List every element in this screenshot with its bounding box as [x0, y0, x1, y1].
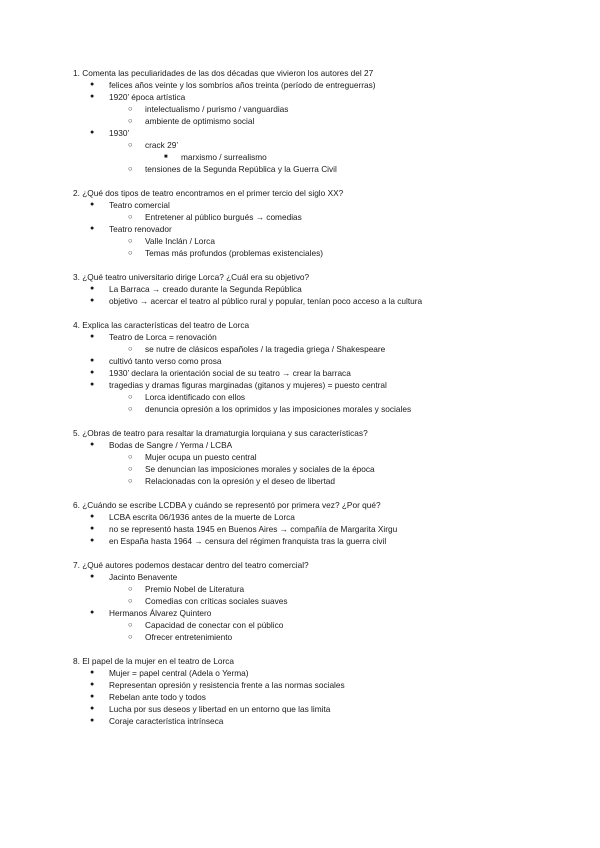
bullet-circle-icon: ○	[128, 140, 133, 149]
list-item: ○ crack 29’	[128, 140, 179, 150]
list-item: ○ Valle Inclán / Lorca	[128, 236, 215, 246]
bullet-circle-icon: ○	[128, 632, 133, 641]
bullet-disc-icon: ●	[90, 81, 95, 88]
bullet-disc-icon: ●	[90, 93, 95, 100]
bullet-disc-icon: ●	[90, 357, 95, 364]
bullet-disc-icon: ●	[90, 525, 95, 532]
bullet-circle-icon: ○	[128, 344, 133, 353]
list-item: ○ intelectualismo / purismo / vanguardias	[128, 104, 289, 114]
list-item: ○ Lorca identificado con ellos	[128, 392, 246, 402]
section-1	[73, 67, 583, 175]
list-item: ○ Comedias con críticas sociales suaves	[128, 596, 288, 606]
list-item: ● Rebelan ante todo y todos	[90, 692, 206, 702]
bullet-circle-icon: ○	[128, 104, 133, 113]
bullet-disc-icon: ●	[90, 285, 95, 292]
bullet-circle-icon: ○	[128, 392, 133, 401]
list-item: ● felices años veinte y los sombríos años treinta (período de entreguerras)	[90, 80, 376, 90]
bullet-disc-icon: ●	[90, 693, 95, 700]
list-item: ○ Entretener al público burgués → comedias	[128, 212, 302, 222]
question-heading: 3. ¿Qué teatro universitario dirige Lorca? ¿Cuál era su objetivo?	[73, 272, 310, 282]
bullet-disc-icon: ●	[90, 513, 95, 520]
bullet-disc-icon: ●	[90, 537, 95, 544]
bullet-disc-icon: ●	[90, 297, 95, 304]
bullet-circle-icon: ○	[128, 476, 133, 485]
list-item: ● Bodas de Sangre / Yerma / LCBA	[90, 440, 233, 450]
list-item: ○ Premio Nobel de Literatura	[128, 584, 245, 594]
list-item: ○ Mujer ocupa un puesto central	[128, 452, 257, 462]
bullet-circle-icon: ○	[128, 620, 133, 629]
bullet-circle-icon: ○	[128, 584, 133, 593]
question-heading: 5. ¿Obras de teatro para resaltar la dramaturgia lorquiana y sus características?	[73, 428, 368, 438]
document-body	[73, 67, 583, 739]
question-heading: 2. ¿Qué dos tipos de teatro encontramos en el primer tercio del siglo XX?	[73, 188, 344, 198]
bullet-circle-icon: ○	[128, 464, 133, 473]
list-item: ● objetivo → acercar el teatro al público rural y popular, tenían poco acceso a la cultura	[90, 296, 423, 306]
bullet-square-icon: ■	[164, 154, 168, 160]
section-5	[73, 427, 583, 487]
list-item: ● Teatro renovador	[90, 224, 172, 234]
bullet-circle-icon: ○	[128, 404, 133, 413]
list-item: ● Teatro de Lorca = renovación	[90, 332, 217, 342]
bullet-disc-icon: ●	[90, 609, 95, 616]
list-item: ● 1930’	[90, 128, 130, 138]
bullet-disc-icon: ●	[90, 705, 95, 712]
list-item: ● cultivó tanto verso como prosa	[90, 356, 222, 366]
bullet-disc-icon: ●	[90, 201, 95, 208]
bullet-circle-icon: ○	[128, 116, 133, 125]
list-item: ● Teatro comercial	[90, 200, 170, 210]
question-heading: 1. Comenta las peculiaridades de las dos décadas que vivieron los autores del 27	[73, 68, 374, 78]
bullet-disc-icon: ●	[90, 669, 95, 676]
list-item: ● La Barraca → creado durante la Segunda República	[90, 284, 302, 294]
bullet-circle-icon: ○	[128, 452, 133, 461]
bullet-circle-icon: ○	[128, 248, 133, 257]
section-8	[73, 655, 583, 727]
bullet-circle-icon: ○	[128, 212, 133, 221]
section-4	[73, 319, 583, 415]
bullet-disc-icon: ●	[90, 573, 95, 580]
list-item: ● 1920’ época artística	[90, 92, 186, 102]
bullet-disc-icon: ●	[90, 129, 95, 136]
list-item: ● Representan opresión y resistencia frente a las normas sociales	[90, 680, 345, 690]
bullet-disc-icon: ●	[90, 717, 95, 724]
list-item: ● Mujer = papel central (Adela o Yerma)	[90, 668, 249, 678]
list-item: ● Coraje característica intrínseca	[90, 716, 224, 726]
question-heading: 8. El papel de la mujer en el teatro de Lorca	[73, 656, 234, 666]
list-item: ○ denuncia opresión a los oprimidos y las imposiciones morales y sociales	[128, 404, 412, 414]
bullet-disc-icon: ●	[90, 333, 95, 340]
bullet-disc-icon: ●	[90, 681, 95, 688]
list-item: ○ Temas más profundos (problemas existenciales)	[128, 248, 323, 258]
bullet-disc-icon: ●	[90, 369, 95, 376]
section-7	[73, 559, 583, 643]
section-3	[73, 271, 583, 307]
question-heading: 4. Explica las características del teatro de Lorca	[73, 320, 250, 330]
bullet-circle-icon: ○	[128, 236, 133, 245]
bullet-disc-icon: ●	[90, 441, 95, 448]
list-item: ○ se nutre de clásicos españoles / la tragedia griega / Shakespeare	[128, 344, 386, 354]
list-item: ● LCBA escrita 06/1936 antes de la muerte de Lorca	[90, 512, 295, 522]
list-item: ● 1930’ declara la orientación social de su teatro → crear la barraca	[90, 368, 351, 378]
bullet-disc-icon: ●	[90, 381, 95, 388]
bullet-disc-icon: ●	[90, 225, 95, 232]
question-heading: 7. ¿Qué autores podemos destacar dentro del teatro comercial?	[73, 560, 309, 570]
question-heading: 6. ¿Cuándo se escribe LCDBA y cuándo se representó por primera vez? ¿Por qué?	[73, 500, 381, 510]
list-item: ● Lucha por sus deseos y libertad en un entorno que las limita	[90, 704, 331, 714]
list-item: ● Jacinto Benavente	[90, 572, 178, 582]
section-2	[73, 187, 583, 259]
list-item: ○ tensiones de la Segunda República y la Guerra Civil	[128, 164, 337, 174]
section-6	[73, 499, 583, 547]
list-item: ○ ambiente de optimismo social	[128, 116, 255, 126]
list-item: ○ Se denuncian las imposiciones morales y sociales de la época	[128, 464, 375, 474]
list-item: ● tragedias y dramas figuras marginadas (gitanos y mujeres) = puesto central	[90, 380, 387, 390]
list-item: ○ Ofrecer entretenimiento	[128, 632, 233, 642]
bullet-circle-icon: ○	[128, 596, 133, 605]
list-item: ● Hermanos Álvarez Quintero	[90, 608, 212, 618]
list-item: ○ Capacidad de conectar con el público	[128, 620, 284, 630]
list-item: ○ Relacionadas con la opresión y el deseo de libertad	[128, 476, 336, 486]
list-item: ● en España hasta 1964 → censura del régimen franquista tras la guerra civil	[90, 536, 387, 546]
list-item: ● no se representó hasta 1945 en Buenos Aires → compañía de Margarita Xirgu	[90, 524, 398, 534]
bullet-circle-icon: ○	[128, 164, 133, 173]
list-item: ■ marxismo / surrealismo	[164, 152, 267, 162]
